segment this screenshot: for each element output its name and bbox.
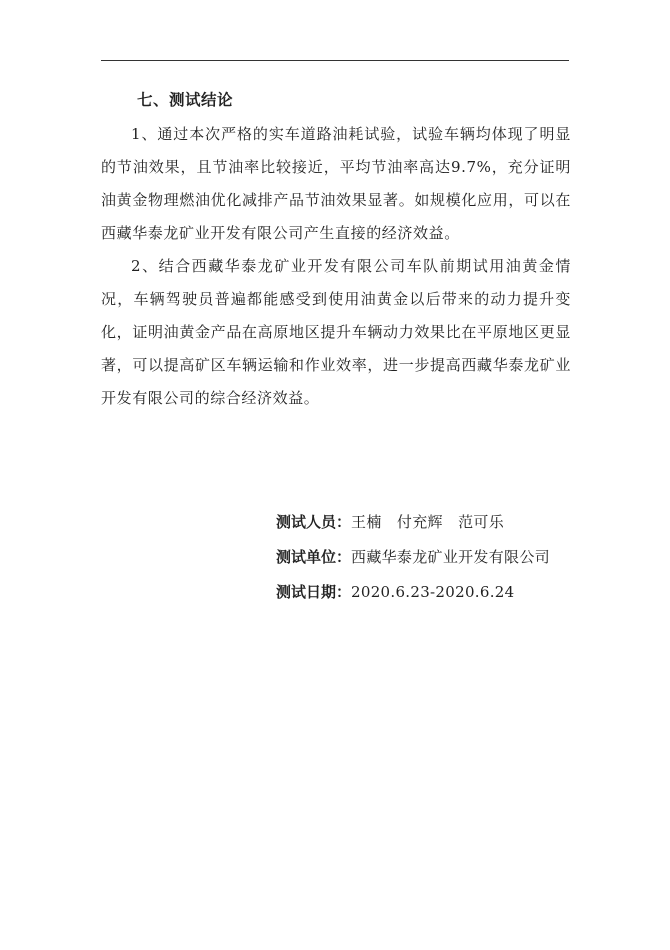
test-personnel-value: 王楠 付充辉 范可乐 [351, 513, 505, 531]
test-date-label: 测试日期： [276, 583, 352, 601]
test-date-line [276, 580, 514, 604]
section-heading: 七、测试结论 [137, 91, 234, 109]
test-unit-line [276, 545, 550, 569]
header-rule [101, 60, 569, 61]
test-date-value: 2020.6.23-2020.6.24 [351, 583, 515, 601]
test-unit-value: 西藏华泰龙矿业开发有限公司 [351, 548, 550, 566]
test-personnel-label: 测试人员： [276, 513, 352, 531]
test-unit-label: 测试单位： [276, 548, 352, 566]
conclusion-paragraph-2: 2、结合西藏华泰龙矿业开发有限公司车队前期试用油黄金情况，车辆驾驶员普遍都能感受到使用油黄金以后带来的动力提升变化，证明油黄金产品在高原地区提升车辆动力效果比在平原地区更显著，可以提高矿区车辆运输和作业效率，进一步提高西藏华泰龙矿业开发有限公司的综合经济效益。 [101, 257, 571, 407]
test-personnel-line [276, 510, 504, 534]
conclusion-paragraph-1: 1、通过本次严格的实车道路油耗试验，试验车辆均体现了明显的节油效果，且节油率比较接近，平均节油率高达9.7%，充分证明油黄金物理燃油优化减排产品节油效果显著。如规模化应用，可以在西藏华泰龙矿业开发有限公司产生直接的经济效益。 [101, 125, 571, 242]
